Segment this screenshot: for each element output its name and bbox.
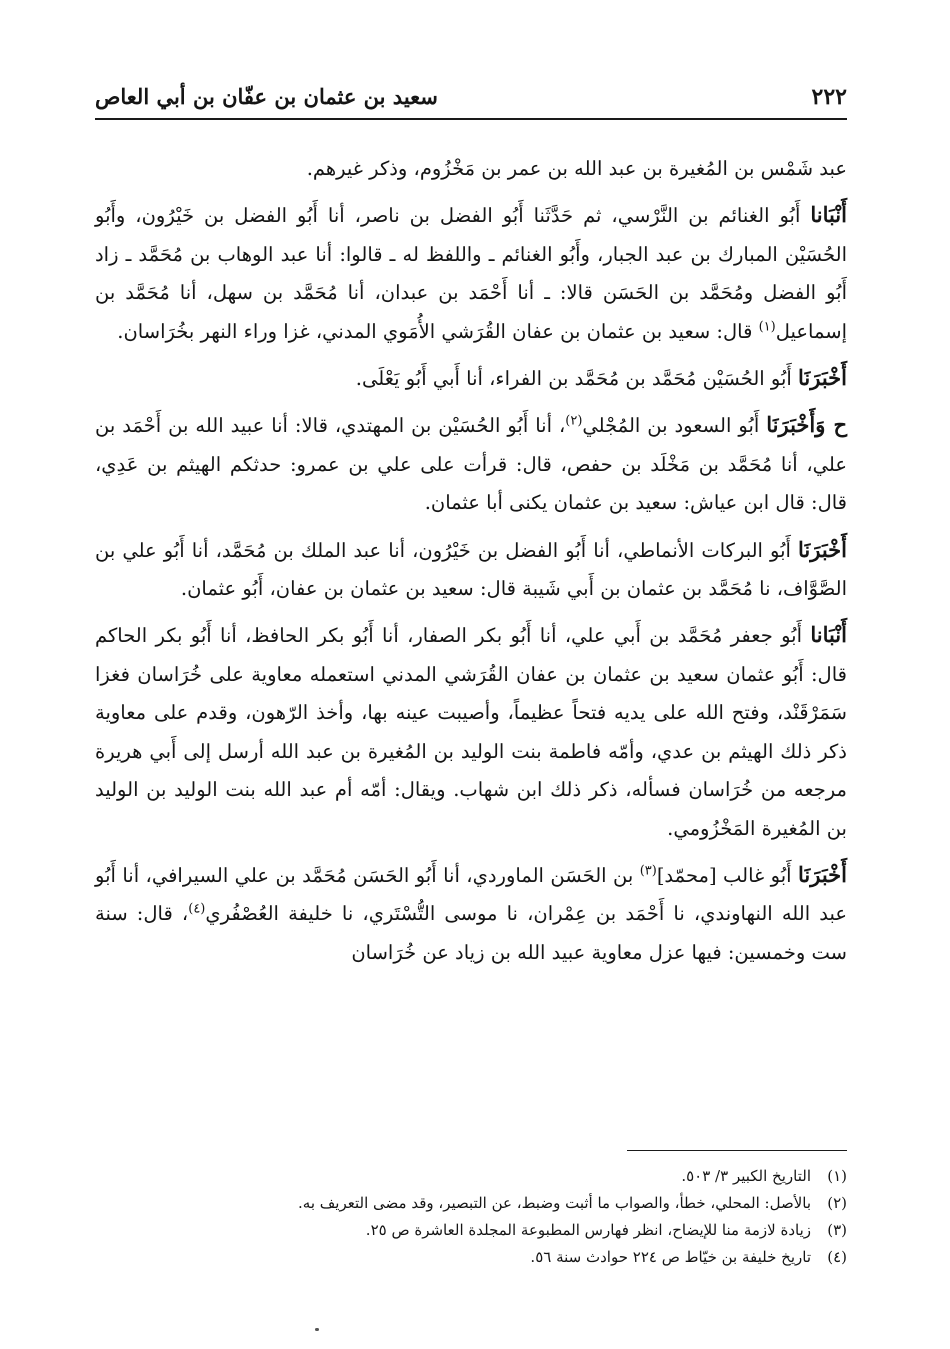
paragraph-lead: أَنْبَانا — [810, 622, 847, 648]
footnote — [95, 1190, 847, 1217]
page-number: ٢٢٢ — [811, 84, 847, 110]
paragraph-lead: ح وَأَخْبَرَنَا — [766, 412, 847, 438]
paragraph-text: أَبُو الحُسَيْن مُحَمَّد بن مُحَمَّد بن الفراء، أنا أَبي أَبُو يَعْلَى. — [355, 367, 799, 391]
page-header — [95, 78, 847, 120]
paragraph-text: أَبُو الغنائم بن النَّرْسي، ثم حَدَّثَنا أَبُو الفضل بن ناصر، أنا أَبُو الفضل بن خَيْرُون، وأَبُو الحُسَيْن المبارك بن عبد الجبار، وأَبُو الغنائم ـ واللفظ له ـ قالوا: أنا عبد الوهاب بن مُحَمَّد ـ زاد أَبُو الفضل ومُحَمَّد بن الحَسَن قالا: ـ أنا أَحْمَد بن عبدان، أنا مُحَمَّد بن سهل، أنا مُحَمَّد بن إسماعيل — [95, 204, 847, 343]
paragraph-text: قال: سعيد بن عثمان بن عفان القُرَشي الأُمَوي المدني، غزا وراء النهر بخُرَاسان. — [117, 319, 759, 343]
paragraph-lead: أَنْبَانا — [810, 202, 847, 228]
footnote-number: (٤) — [827, 1248, 847, 1266]
footnotes — [95, 1163, 847, 1271]
running-title: سعيد بن عثمان بن عفّان بن أبي العاص — [95, 84, 438, 109]
paragraph — [95, 856, 847, 972]
footnote-text: زيادة لازمة منا للإيضاح، انظر فهارس المطبوعة المجلدة العاشرة ص ٢٥. — [365, 1221, 811, 1239]
paragraph-text: عبد شَمْس بن المُغيرة بن عبد الله بن عمر بن مَخْزُوم، وذكر غيرهم. — [306, 157, 847, 180]
footnote-number: (١) — [827, 1167, 847, 1185]
footnote-text: التاريخ الكبير ٣/ ٥٠٣. — [681, 1167, 811, 1185]
footnote-text: تاريخ خليفة بن خيّاط ص ٢٢٤ حوادث سنة ٥٦. — [530, 1248, 811, 1266]
footnote-text: بالأصل: المحلي، خطأ، والصواب ما أثبت وضبط، عن التبصير، وقد مضى التعريف به. — [298, 1194, 811, 1212]
paragraph — [95, 359, 847, 398]
paragraph — [95, 616, 847, 847]
main-text — [95, 150, 847, 980]
paragraph-text: أَبُو السعود بن المُجْلي — [582, 414, 767, 438]
footnote-marker: (٤) — [188, 901, 206, 917]
paragraph-lead: أَخْبَرَنَا — [798, 536, 847, 562]
paragraph — [95, 531, 847, 609]
footnote-separator — [627, 1150, 847, 1151]
paragraph — [95, 196, 847, 351]
paragraph-text: أَبُو البركات الأنماطي، أنا أَبُو الفضل بن خَيْرُون، أنا عبد الملك بن مُحَمَّد، أنا أَبُو علي بن الصَّوَّاف، نا مُحَمَّد بن عثمان بن أَبي شَيبة قال: سعيد بن عثمان بن عفان، أَبُو عثمان. — [95, 538, 847, 601]
paragraph-text: أَبُو غالب [محمّد] — [656, 863, 799, 887]
footnote — [95, 1244, 847, 1271]
footnote-number: (٣) — [827, 1221, 847, 1239]
paragraph-text: بن الحَسَن الماوردي، أنا أَبُو الحَسَن مُحَمَّد بن علي السيرافي، أنا أَبُو عبد الله النهاوندي، نا أَحْمَد بن عِمْران، نا موسى التُّسْتَري، نا خليفة العُصْفُري — [95, 863, 848, 926]
paragraph-text: ، قال: سنة ست وخمسين: فيها عزل معاوية عبيد الله بن زياد عن خُرَاسان — [95, 902, 847, 964]
footnote-marker: (٣) — [639, 863, 657, 879]
paragraph-text: أَبُو جعفر مُحَمَّد بن أَبي علي، أنا أَبُو بكر الصفار، أنا أَبُو بكر الحافظ، أنا أَبُو بكر الحاكم قال: أَبُو عثمان سعيد بن عثمان بن عفان القُرَشي المدني استعمله معاوية على خُرَاسان فغزا سَمَرْقَنْد، وفتح الله على يديه فتحاً عظيماً، وأصيبت عينه بها، وأخذ الرّهون، وقدم على معاوية ذكر ذلك الهيثم بن عدي، وأمّه فاطمة بنت الوليد بن المُغيرة بن عبد الله أرسل إلى أَبي هريرة مرجعه من خُرَاسان فسأله، ذكر ذلك ابن شهاب. ويقال: أمّه أم عبد الله بنت الوليد بن الوليد بن المُغيرة المَخْزُومي. — [95, 624, 847, 840]
footnote — [95, 1163, 847, 1190]
ink-speck — [315, 1328, 319, 1331]
footnote — [95, 1217, 847, 1244]
footnote-marker: (١) — [758, 319, 776, 335]
paragraph-text: ، أنا أَبُو الحُسَيْن بن المهتدي، قالا: أنا عبيد الله بن أَحْمَد بن علي، أنا مُحَمَّد بن مَخْلَد بن حفص، قال: قرأت على علي بن عمرو: حدثكم الهيثم بن عَدِي، قال: قال ابن عياش: سعيد بن عثمان يكنى أبا عثمان. — [95, 414, 847, 515]
paragraph — [95, 150, 847, 188]
paragraph — [95, 406, 847, 522]
paragraph-lead: أَخْبَرَنَا — [798, 861, 847, 887]
paragraph-lead: أَخْبَرَنَا — [798, 365, 847, 391]
footnote-number: (٢) — [827, 1194, 847, 1212]
footnote-marker: (٢) — [565, 413, 583, 429]
